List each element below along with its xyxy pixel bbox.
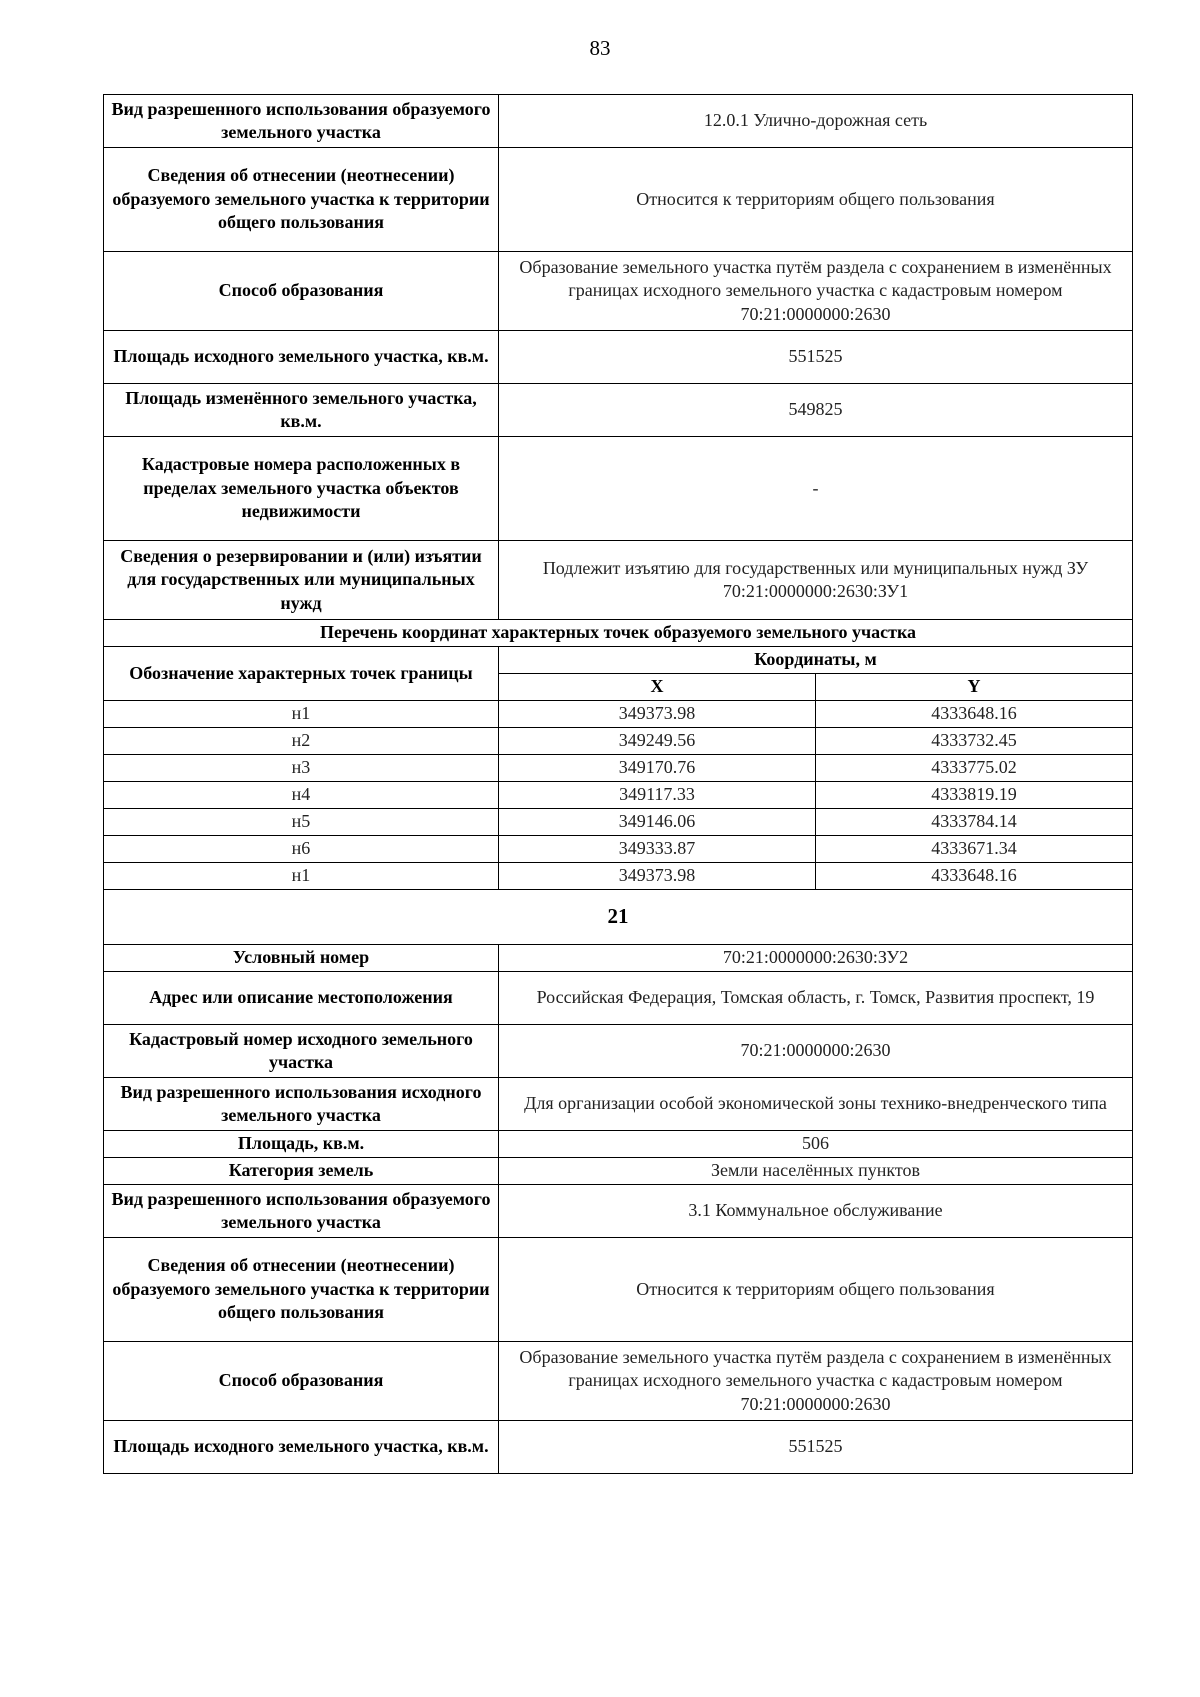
table-row <box>104 972 1133 1025</box>
row-value: Относится к территориям общего пользования <box>499 1238 1133 1342</box>
coord-row <box>104 782 1133 809</box>
point-name: н4 <box>104 782 499 809</box>
table-row <box>104 1185 1133 1238</box>
point-y: 4333648.16 <box>816 863 1133 890</box>
row-value: Образование земельного участка путём раздела с сохранением в изменённых границах исходного земельного участка с кадастровым номером 70:21:0000000:2630 <box>499 1342 1133 1421</box>
row-label: Сведения о резервировании и (или) изъятии для государственных или муниципальных нужд <box>104 541 499 620</box>
table-row <box>104 437 1133 541</box>
row-label: Способ образования <box>104 252 499 331</box>
land-plot-table <box>103 94 1133 1474</box>
coord-row <box>104 863 1133 890</box>
row-value: 551525 <box>499 1421 1133 1474</box>
row-label: Площадь изменённого земельного участка, кв.м. <box>104 384 499 437</box>
point-name: н1 <box>104 701 499 728</box>
row-value: 3.1 Коммунальное обслуживание <box>499 1185 1133 1238</box>
table-row <box>104 1131 1133 1158</box>
row-label: Площадь, кв.м. <box>104 1131 499 1158</box>
point-x: 349249.56 <box>499 728 816 755</box>
point-x: 349146.06 <box>499 809 816 836</box>
point-name: н1 <box>104 863 499 890</box>
point-x: 349170.76 <box>499 755 816 782</box>
row-label: Площадь исходного земельного участка, кв.м. <box>104 1421 499 1474</box>
table-row <box>104 252 1133 331</box>
point-name: н5 <box>104 809 499 836</box>
row-value: 70:21:0000000:2630:ЗУ2 <box>499 945 1133 972</box>
point-y: 4333784.14 <box>816 809 1133 836</box>
coord-row <box>104 701 1133 728</box>
table-row <box>104 1342 1133 1421</box>
point-y: 4333775.02 <box>816 755 1133 782</box>
section-row <box>104 890 1133 945</box>
row-value: 12.0.1 Улично-дорожная сеть <box>499 95 1133 148</box>
point-name: н3 <box>104 755 499 782</box>
row-label: Сведения об отнесении (неотнесении) образуемого земельного участка к территории общего пользования <box>104 1238 499 1342</box>
coords-title: Перечень координат характерных точек образуемого земельного участка <box>104 620 1133 647</box>
point-x: 349333.87 <box>499 836 816 863</box>
point-y: 4333732.45 <box>816 728 1133 755</box>
table-row <box>104 331 1133 384</box>
point-x: 349373.98 <box>499 863 816 890</box>
point-name: н6 <box>104 836 499 863</box>
row-value: Для организации особой экономической зоны технико-внедренческого типа <box>499 1078 1133 1131</box>
row-value: 549825 <box>499 384 1133 437</box>
page-number: 83 <box>589 36 611 60</box>
row-label: Кадастровый номер исходного земельного участка <box>104 1025 499 1078</box>
table-row <box>104 1025 1133 1078</box>
row-label: Категория земель <box>104 1158 499 1185</box>
table-row <box>104 384 1133 437</box>
row-label: Условный номер <box>104 945 499 972</box>
point-x: 349373.98 <box>499 701 816 728</box>
row-value: - <box>499 437 1133 541</box>
y-header: Y <box>816 674 1133 701</box>
table-row <box>104 95 1133 148</box>
row-label: Вид разрешенного использования образуемого земельного участка <box>104 95 499 148</box>
table-row <box>104 541 1133 620</box>
coord-row <box>104 809 1133 836</box>
table-row <box>104 1078 1133 1131</box>
row-value: Подлежит изъятию для государственных или муниципальных нужд ЗУ 70:21:0000000:2630:ЗУ1 <box>499 541 1133 620</box>
row-value: Земли населённых пунктов <box>499 1158 1133 1185</box>
point-y: 4333648.16 <box>816 701 1133 728</box>
row-label: Вид разрешенного использования образуемого земельного участка <box>104 1185 499 1238</box>
x-header: X <box>499 674 816 701</box>
table-row <box>104 148 1133 252</box>
coords-title-row <box>104 620 1133 647</box>
row-label: Кадастровые номера расположенных в пределах земельного участка объектов недвижимости <box>104 437 499 541</box>
point-name: н2 <box>104 728 499 755</box>
table-row <box>104 1238 1133 1342</box>
row-value: 70:21:0000000:2630 <box>499 1025 1133 1078</box>
row-label: Способ образования <box>104 1342 499 1421</box>
row-value: 551525 <box>499 331 1133 384</box>
row-value: Относится к территориям общего пользования <box>499 148 1133 252</box>
table-row <box>104 1158 1133 1185</box>
point-header: Обозначение характерных точек границы <box>104 647 499 701</box>
table-row <box>104 945 1133 972</box>
coord-row <box>104 755 1133 782</box>
coord-row <box>104 728 1133 755</box>
coords-header-row <box>104 647 1133 674</box>
coord-row <box>104 836 1133 863</box>
table-row <box>104 1421 1133 1474</box>
coord-header: Координаты, м <box>499 647 1133 674</box>
row-value: Российская Федерация, Томская область, г. Томск, Развития проспект, 19 <box>499 972 1133 1025</box>
section-number: 21 <box>104 890 1133 945</box>
point-y: 4333671.34 <box>816 836 1133 863</box>
point-y: 4333819.19 <box>816 782 1133 809</box>
row-label: Сведения об отнесении (неотнесении) образуемого земельного участка к территории общего пользования <box>104 148 499 252</box>
point-x: 349117.33 <box>499 782 816 809</box>
row-label: Площадь исходного земельного участка, кв.м. <box>104 331 499 384</box>
row-value: 506 <box>499 1131 1133 1158</box>
row-label: Вид разрешенного использования исходного земельного участка <box>104 1078 499 1131</box>
row-value: Образование земельного участка путём раздела с сохранением в изменённых границах исходного земельного участка с кадастровым номером 70:21:0000000:2630 <box>499 252 1133 331</box>
row-label: Адрес или описание местоположения <box>104 972 499 1025</box>
